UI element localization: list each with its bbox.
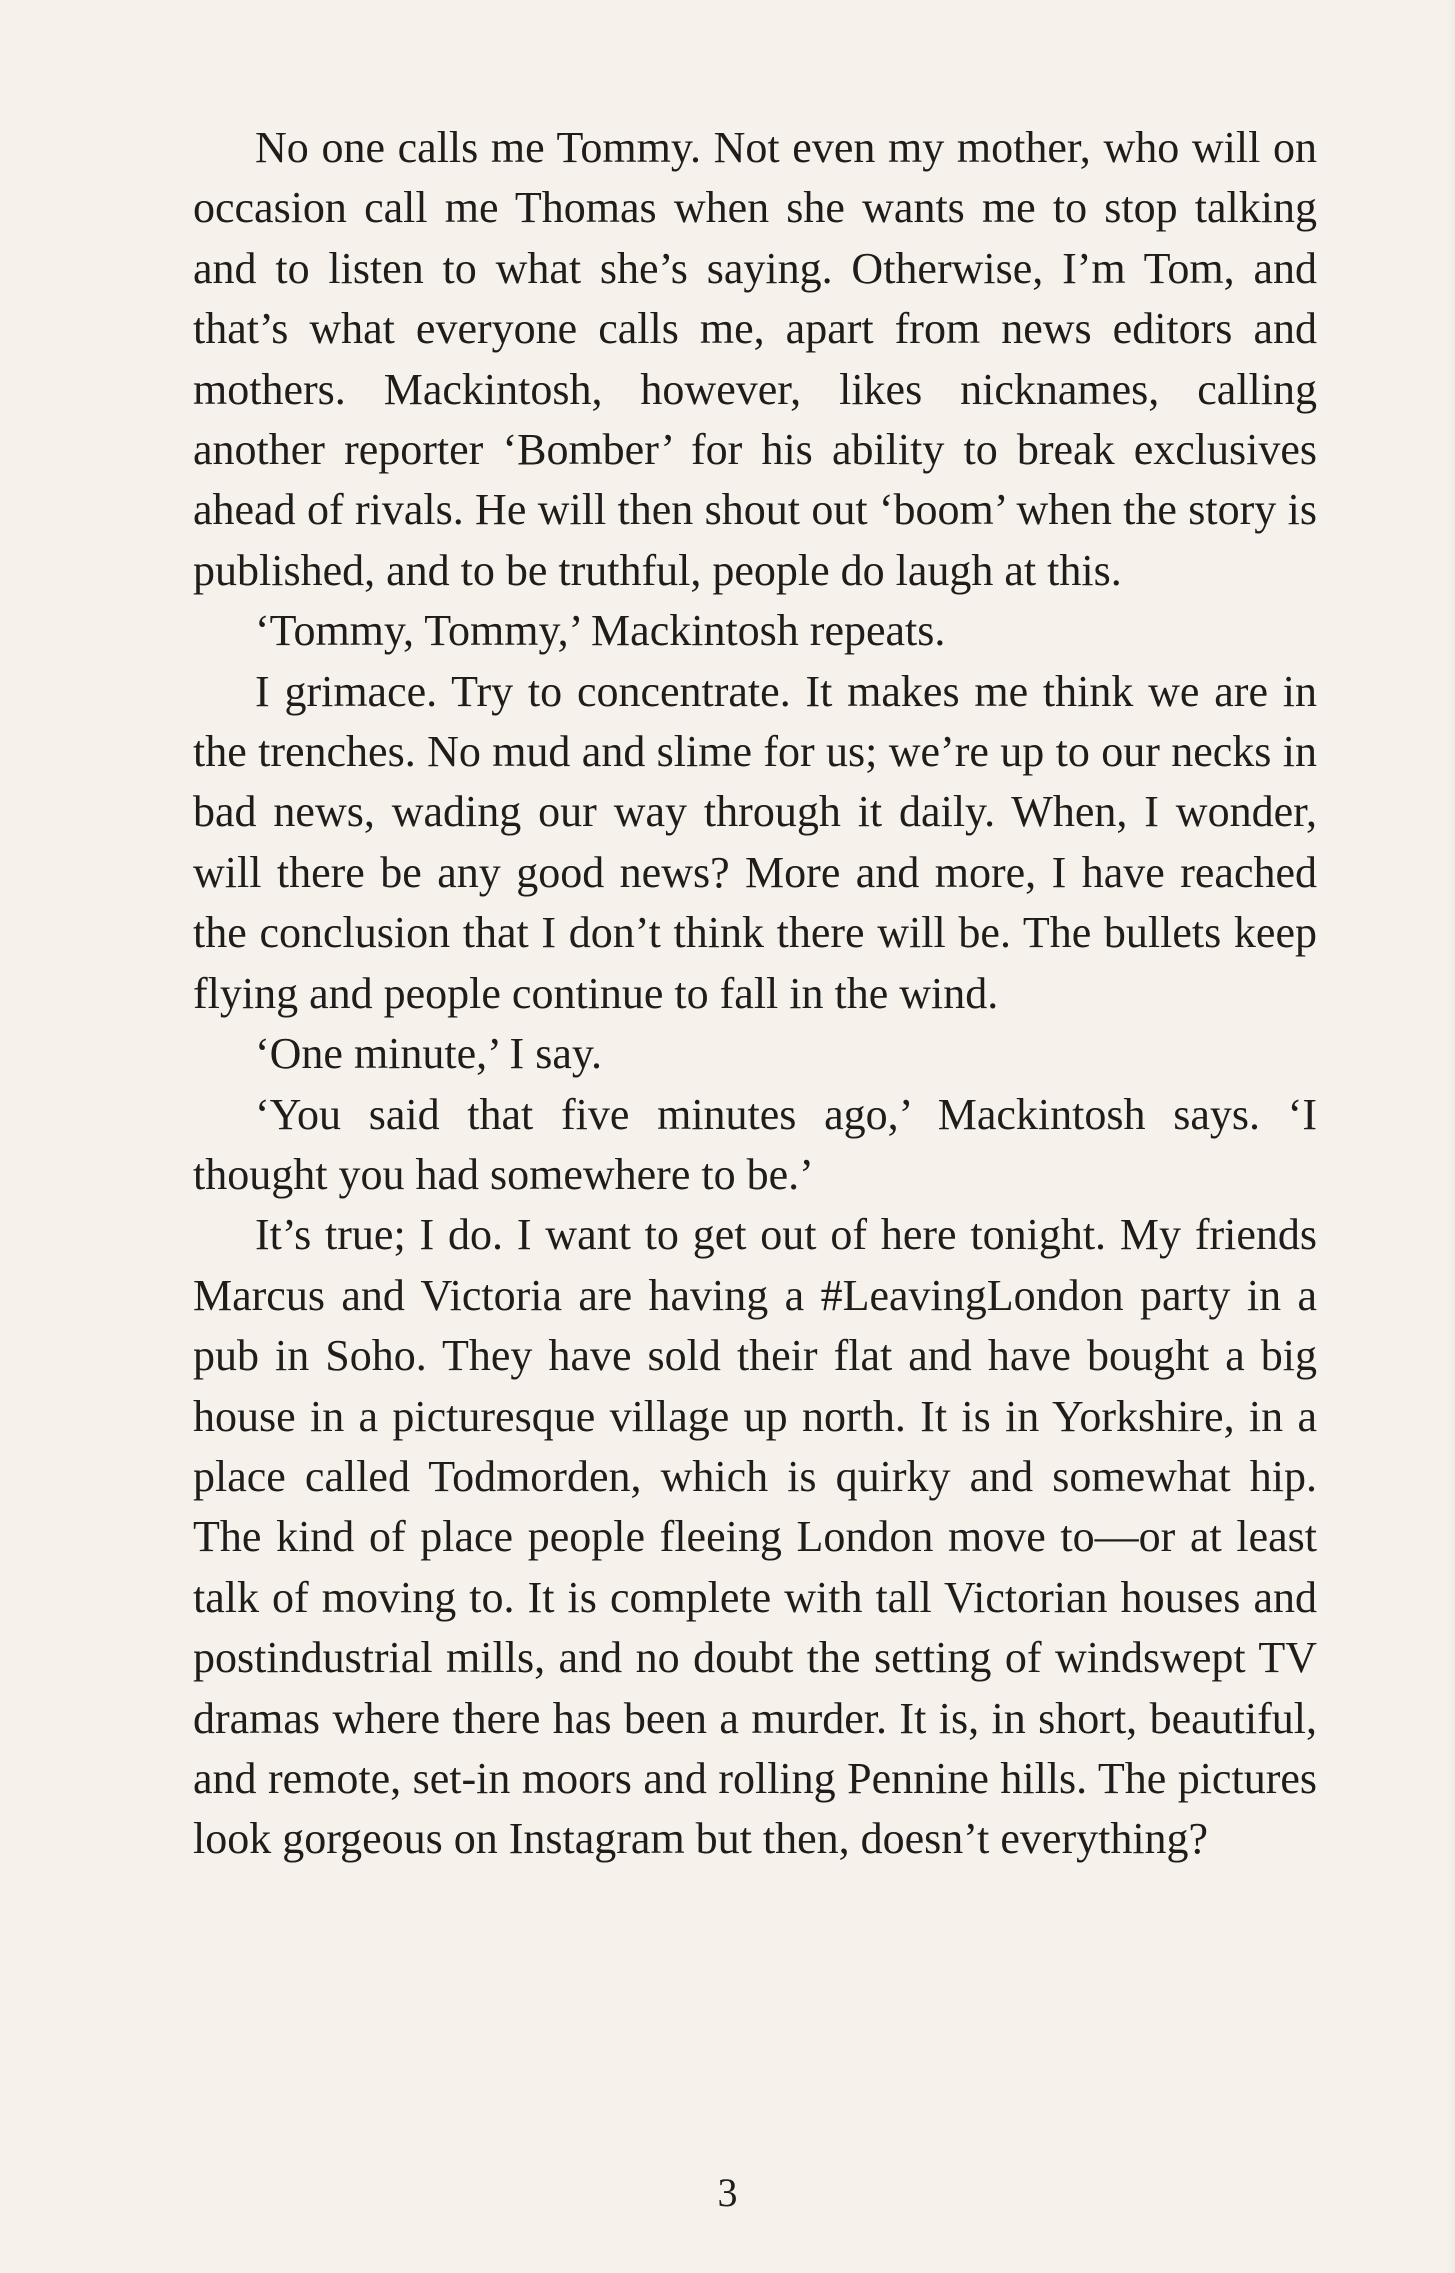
paragraph-1: No one calls me Tommy. Not even my mother, who will on occasion call me Thomas when she wants me to stop talking and to listen to what she’s saying. Otherwise, I’m Tom, and that’s what everyone calls me, apart from news editors and mothers. Mackintosh, however, likes nicknames, calling another reporter ‘Bomber’ for his ability to break exclusives ahead of rivals. He will then shout out ‘boom’ when the story is published, and to be truthful, people do laugh at this. (193, 123, 1317, 595)
body-text (193, 118, 1317, 1870)
page-edge-shadow (1447, 0, 1455, 2273)
page-number: 3 (717, 2170, 738, 2215)
paragraph-4: ‘One minute,’ I say. (255, 1029, 602, 1079)
paragraph-3: I grimace. Try to concentrate. It makes me think we are in the trenches. No mud and slime for us; we’re up to our necks in bad news, wading our way through it daily. When, I wonder, will there be any good news? More and more, I have reached the conclusion that I don’t think there will be. The bullets keep flying and people continue to fall in the wind. (193, 666, 1317, 1018)
paragraph-6: It’s true; I do. I want to get out of here tonight. My friends Marcus and Victoria are having a #LeavingLondon party in a pub in Soho. They have sold their flat and have bought a big house in a picturesque village up north. It is in Yorkshire, in a place called Todmorden, which is quirky and somewhat hip. The kind of place people fleeing London move to—or at least talk of moving to. It is complete with tall Victorian houses and postindustrial mills, and no doubt the setting of windswept TV dramas where there has been a murder. It is, in short, beautiful, and remote, set-in moors and rolling Pennine hills. The pictures look gorgeous on Instagram but then, doesn’t everything? (193, 1210, 1317, 1864)
paragraph-2: ‘Tommy, Tommy,’ Mackintosh repeats. (255, 606, 946, 656)
paragraph-5: ‘You said that five minutes ago,’ Mackintosh says. ‘I thought you had somewhere to be.’ (193, 1089, 1317, 1199)
